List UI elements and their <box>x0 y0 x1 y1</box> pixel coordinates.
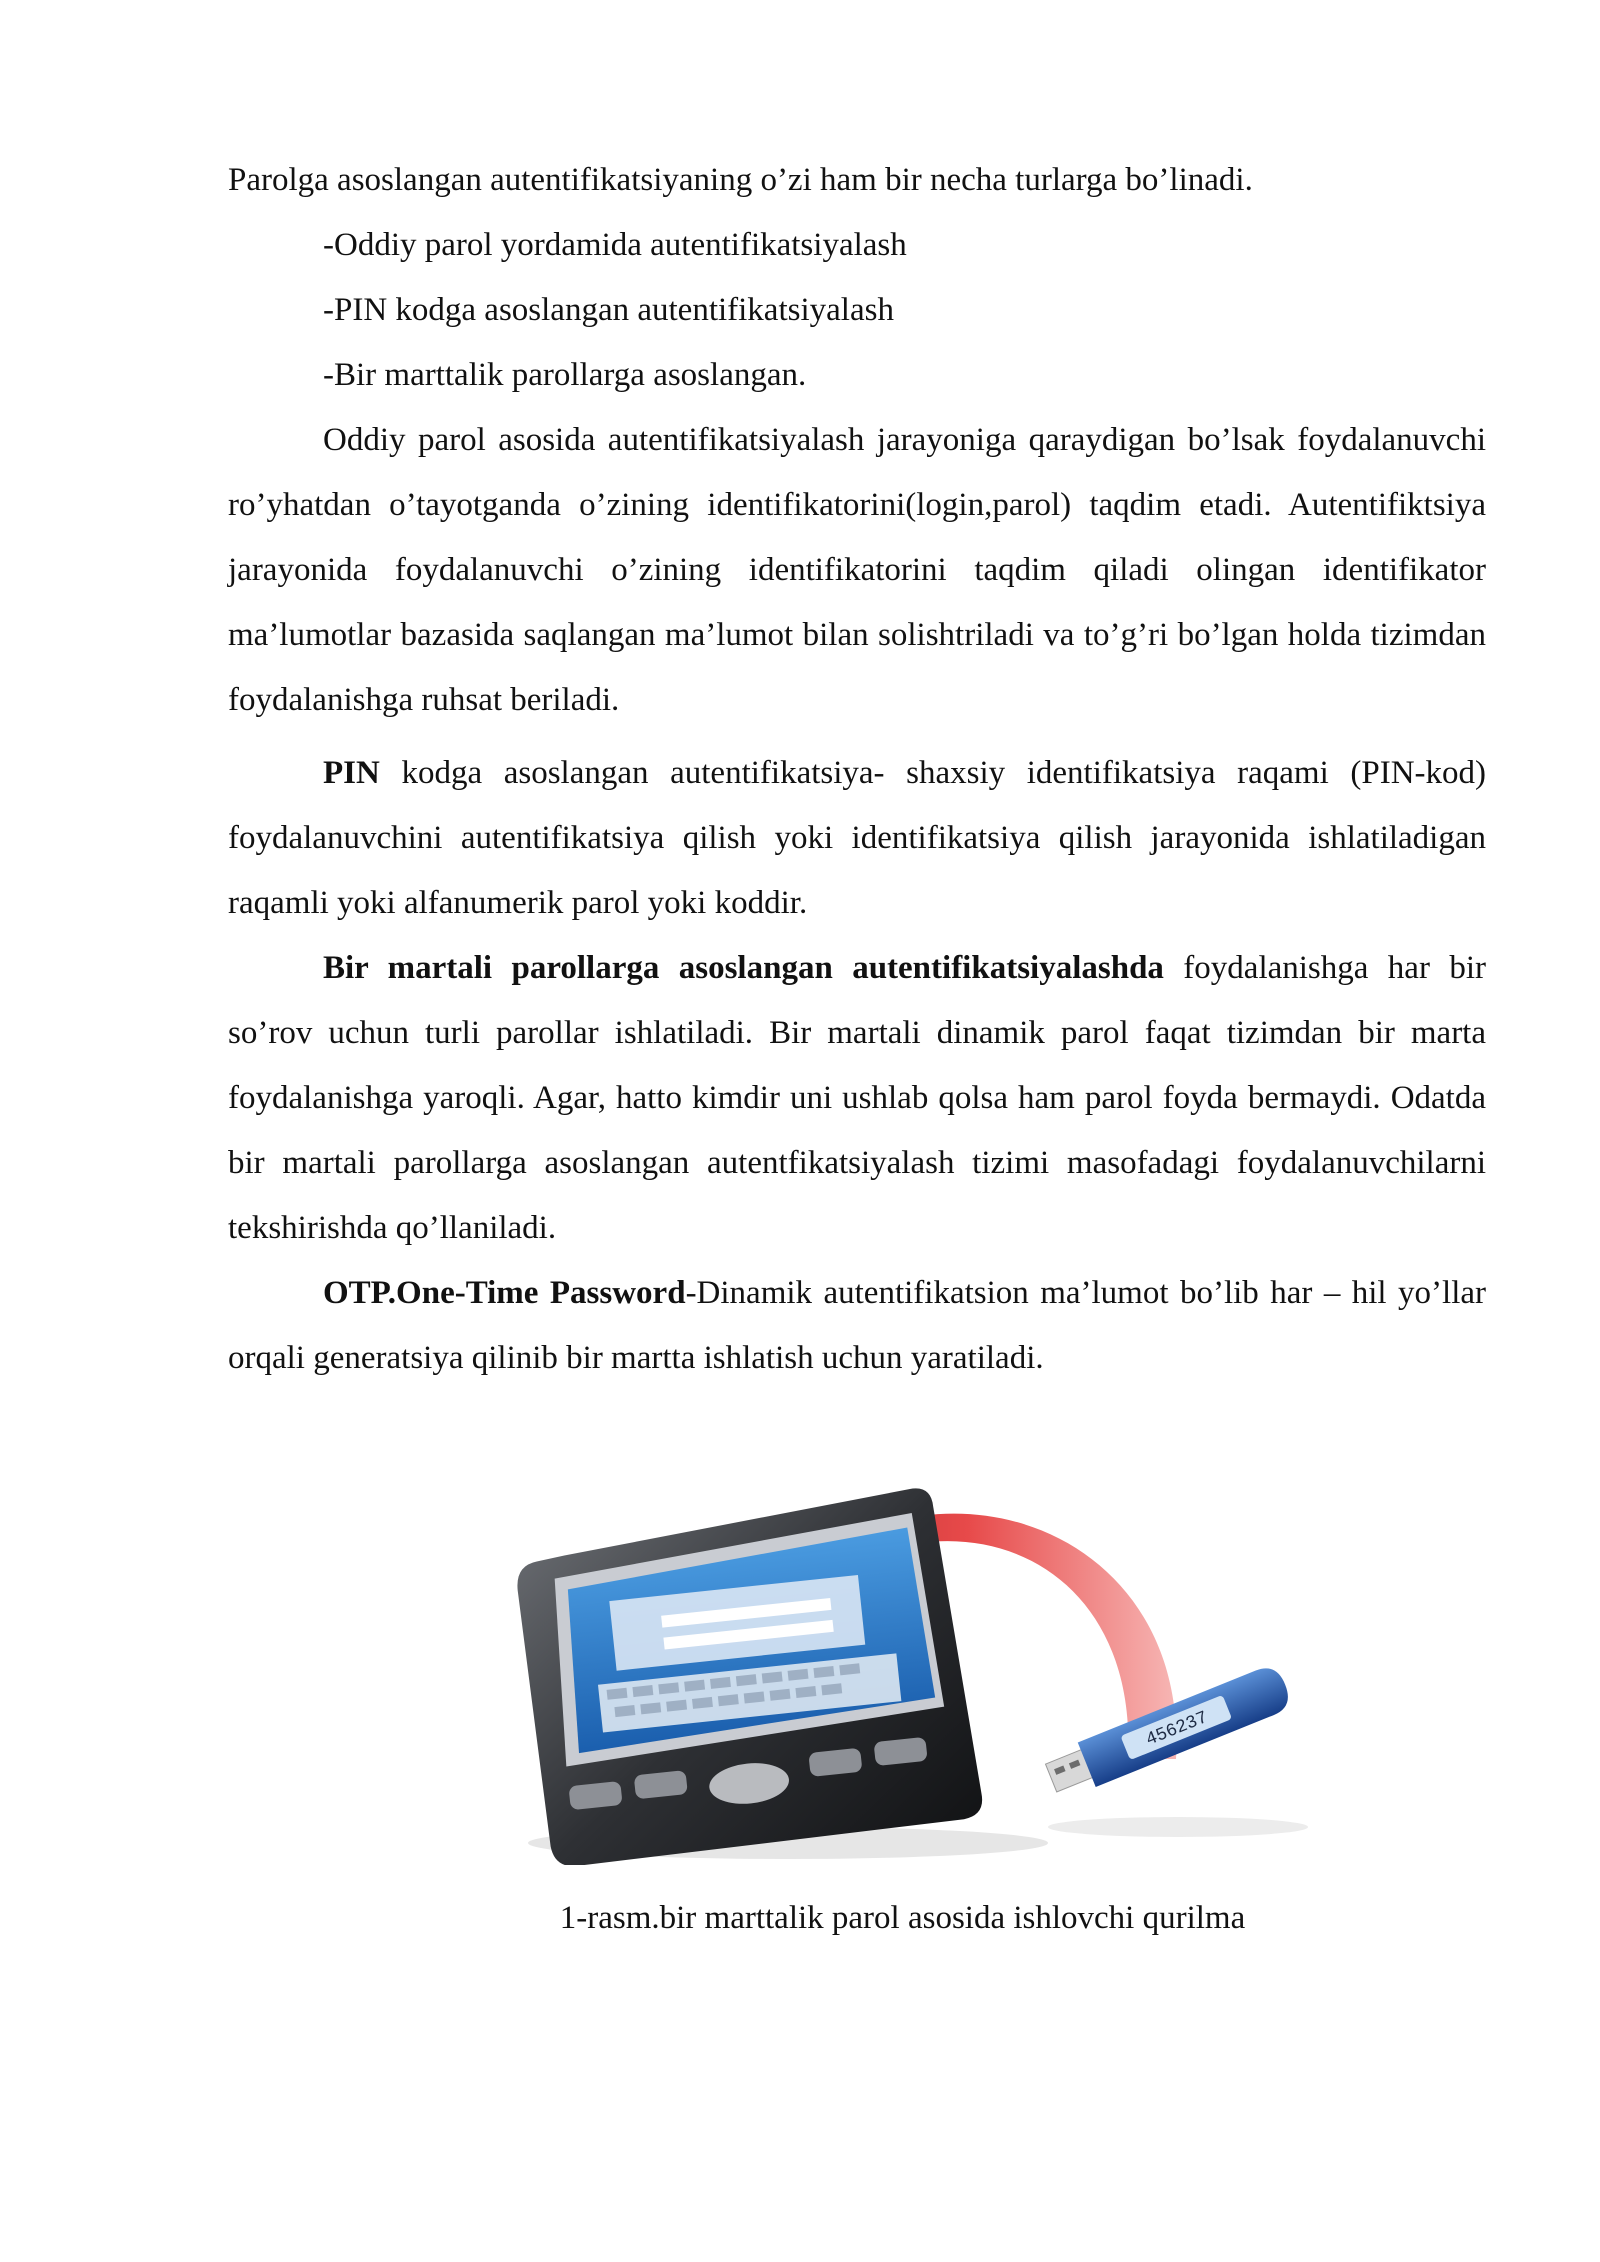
simple-password-paragraph: Oddiy parol asosida autentifikatsiyalash jarayoniga qaraydigan bo’lsak foydalanuvchi ro’yhatdan o’tayotganda o’zining identifikatorini(login,parol) taqdim etadi. Autentifiktsiya jarayonida foydalanuvchi o’zining identifikatorini taqdim qiladi olingan identifikator ma’lumotlar bazasida saqlangan ma’lumot bilan solishtriladi va to’g’ri bo’lgan holda tizimdan foydalanishga ruhsat beriladi. <box>228 422 1486 718</box>
body-text <box>228 148 1486 1391</box>
otp-text: foydalanishga har bir so’rov uchun turli parollar ishlatiladi. Bir martali dinamik parol faqat tizimdan bir marta foydalanishga yaroqli. Agar, hatto kimdir uni ushlab qolsa ham parol foyda bermaydi. Odatda bir martali parollarga asoslangan autentfikatsiyalash tizimi masofadagi foydalanuvchilarni tekshirishda qo’llaniladi. <box>228 950 1486 1246</box>
pin-bold-term: PIN <box>323 755 380 791</box>
otp-definition-paragraph <box>228 1261 1486 1391</box>
pin-text: kodga asoslangan autentifikatsiya- shaxsiy identifikatsiya raqami (PIN-kod) foydalanuvchini autentifikatsiya qilish yoki identifikatsiya qilish jarayonida ishlatiladigan raqamli yoki alfanumerik parol yoki koddir. <box>228 755 1486 921</box>
pin-paragraph <box>228 741 1486 936</box>
list-item: -Bir marttalik parollarga asoslangan. <box>323 357 807 393</box>
figure-caption: 1-rasm.bir marttalik parol asosida ishlovchi qurilma <box>559 1900 1246 1936</box>
intro-paragraph: Parolga asoslangan autentifikatsiyaning o’zi ham bir necha turlarga bo’linadi. <box>228 162 1253 198</box>
otp-definition-bold-term: OTP.One-Time Password <box>323 1275 686 1311</box>
otp-bold-term: Bir martali parollarga asoslangan autentifikatsiyalashda <box>323 950 1164 986</box>
list-item: -Oddiy parol yordamida autentifikatsiyalash <box>323 227 907 263</box>
otp-paragraph <box>228 936 1486 1261</box>
list-item: -PIN kodga asoslangan autentifikatsiyalash <box>323 292 894 328</box>
otp-definition-text: -Dinamik autentifikatsion ma’lumot bo’lib har – hil yo’llar orqali generatsiya qilinib bir martta ishlatish uchun yaratiladi. <box>228 1275 1487 1376</box>
token-display-number: 456237 <box>1143 1707 1211 1751</box>
otp-device-figure <box>488 1447 1320 1865</box>
otp-device-illustration <box>488 1447 1320 1865</box>
